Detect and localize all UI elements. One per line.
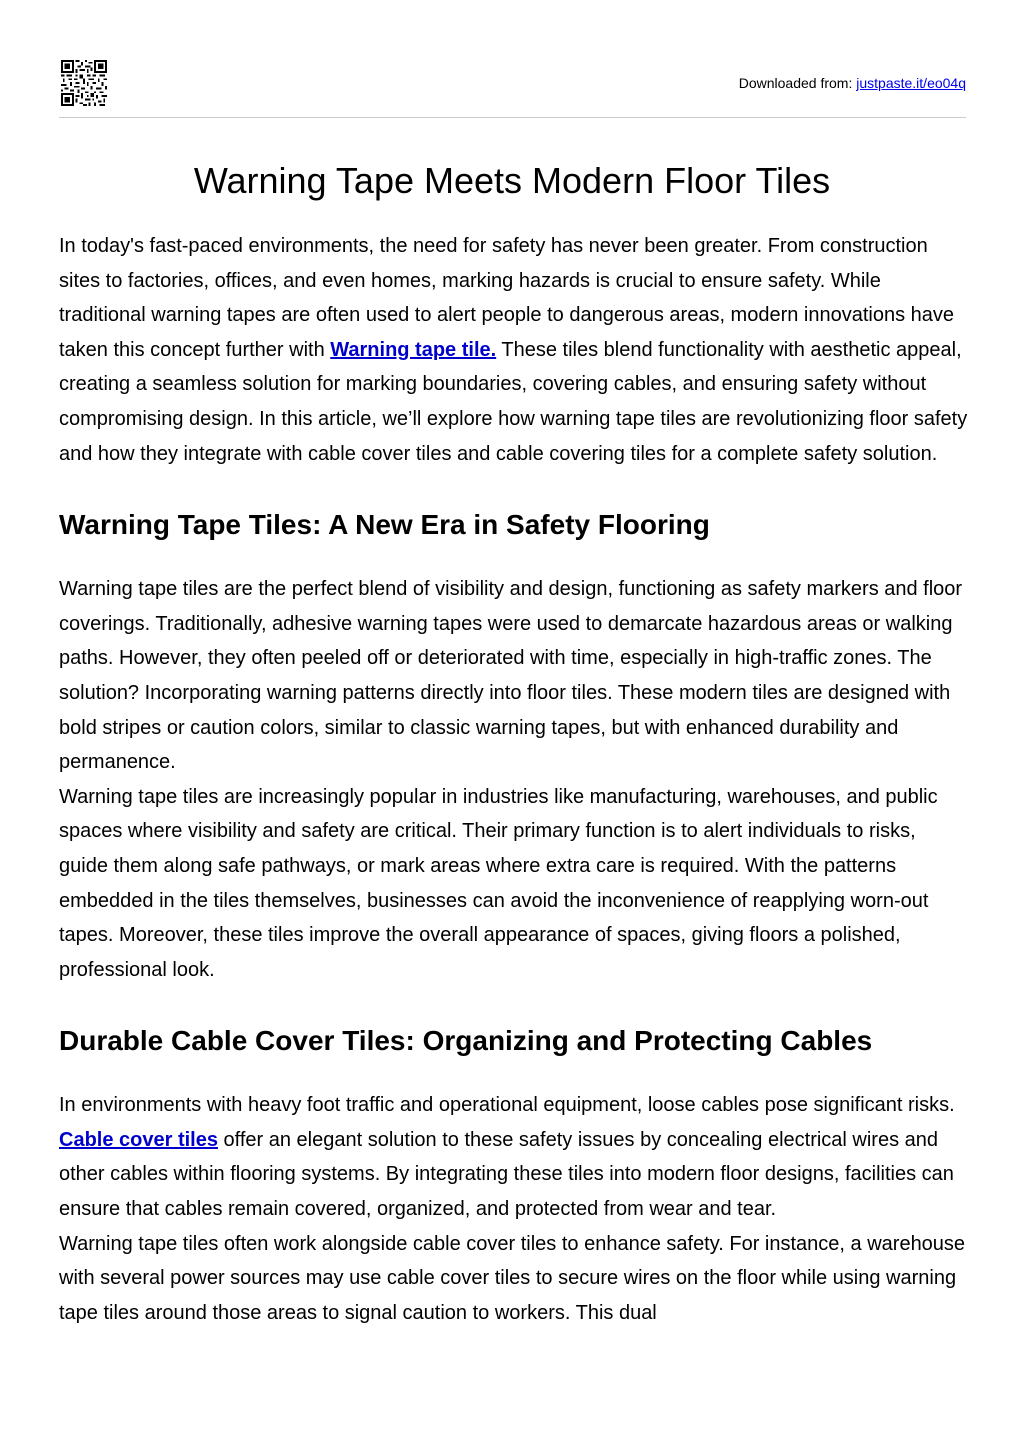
section-heading-cable-cover-tiles: Durable Cable Cover Tiles: Organizing and Protecting Cables <box>59 1025 873 1057</box>
section2-text-after-link: offer an elegant solution to these safety issues by concealing electrical wires and other cables within flooring systems. By integrating these tiles into modern floor designs, facilities can ensure that cables remain covered, organized, and protected from wear and tear. <box>59 1128 954 1221</box>
cable-cover-tiles-link[interactable]: Cable cover tiles <box>59 1128 218 1151</box>
article-body <box>59 229 969 1330</box>
downloaded-from <box>739 74 966 92</box>
intro-text-before-link: In today's fast-paced environments, the need for safety has never been greater. From construction sites to factories, offices, and even homes, marking hazards is crucial to ensure safety. While traditional warning tapes are often used to alert people to dangerous areas, modern innovations have taken this concept further with <box>59 235 955 361</box>
intro-paragraph <box>59 229 969 471</box>
intro-text-after-link: These tiles blend functionality with aesthetic appeal, creating a seamless solution for marking boundaries, covering cables, and ensuring safety without compromising design. In this article, we’ll explore how warning tape tiles are revolutionizing floor safety and how they integrate with cable cover tiles and cable covering tiles for a complete safety solution. <box>59 338 968 465</box>
section2-paragraph-2: Warning tape tiles often work alongside cable cover tiles to enhance safety. For instance, a warehouse with several power sources may use cable cover tiles to secure wires on the floor while using warning tape tiles around those areas to signal caution to workers. This dual <box>59 1232 966 1324</box>
source-link[interactable]: justpaste.it/eo04q <box>856 75 966 91</box>
section-heading-warning-tape-tiles: Warning Tape Tiles: A New Era in Safety Flooring <box>59 509 710 541</box>
downloaded-label: Downloaded from: <box>738 75 857 91</box>
section2-paragraph-1 <box>59 1088 969 1226</box>
page-title: Warning Tape Meets Modern Floor Tiles <box>193 160 831 201</box>
section2-text-before-link: In environments with heavy foot traffic and operational equipment, loose cables pose significant risks. <box>59 1094 955 1117</box>
qr-code-icon <box>61 60 107 106</box>
warning-tape-tile-link[interactable]: Warning tape tile. <box>330 338 497 361</box>
section1-paragraph-1: Warning tape tiles are the perfect blend of visibility and design, functioning as safety markers and floor coverings. Traditionally, adhesive warning tapes were used to demarcate hazardous areas or walking paths. However, they often peeled off or deteriorated with time, especially in high-traffic zones. The solution? Incorporating warning patterns directly into floor tiles. These modern tiles are designed with bold stripes or caution colors, similar to classic warning tapes, but with enhanced durability and permanence. <box>59 578 963 774</box>
section1-paragraph-2: Warning tape tiles are increasingly popular in industries like manufacturing, warehouses, and public spaces where visibility and safety are critical. Their primary function is to alert individuals to risks, guide them along safe pathways, or mark areas where extra care is required. With the patterns embedded in the tiles themselves, businesses can avoid the inconvenience of reapplying worn-out tapes. Moreover, these tiles improve the overall appearance of spaces, giving floors a polished, professional look. <box>59 785 938 981</box>
page-header <box>59 60 966 118</box>
